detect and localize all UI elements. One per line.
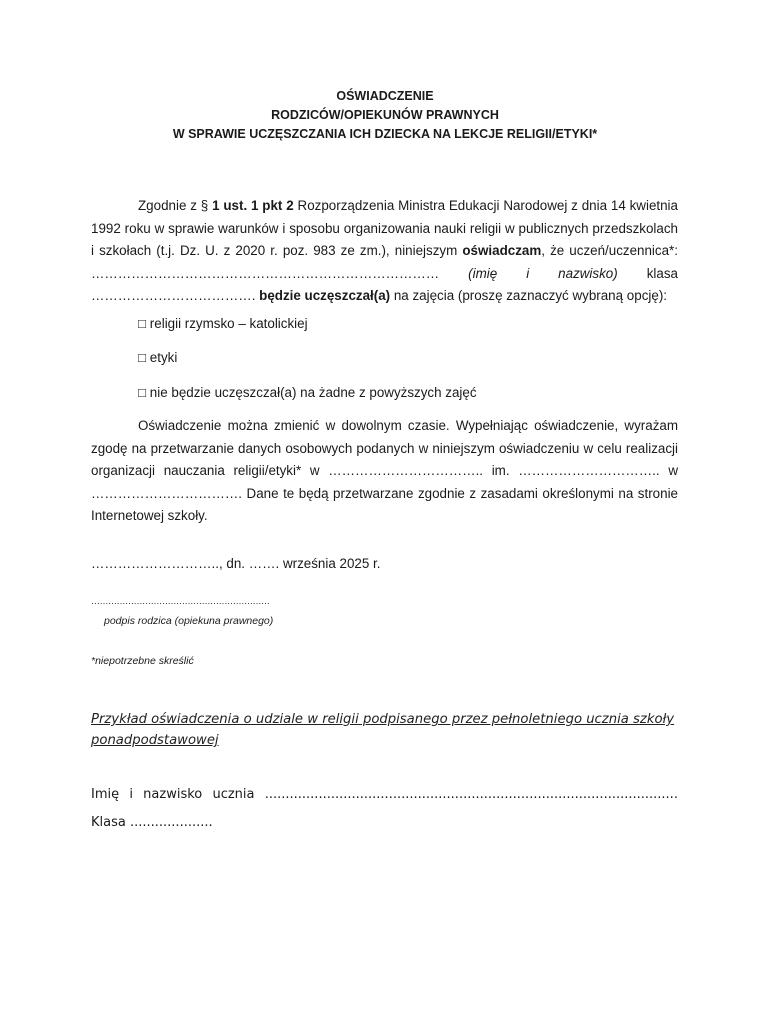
signature-line: ……………………………………………………… xyxy=(91,596,270,606)
student-name-row xyxy=(91,787,678,802)
student-name-word-1: Imię xyxy=(91,787,120,802)
consent-paragraph xyxy=(91,415,678,528)
intro-text-5: na zajęcia (proszę zaznaczyć wybraną opcję): xyxy=(390,288,667,303)
date-line: ……………………….., dn. ……. września 2025 r. xyxy=(91,556,381,571)
student-name-word-3: nazwisko xyxy=(143,787,203,802)
intro-declare: oświadczam xyxy=(462,243,542,258)
intro-text-1: Zgodnie z § xyxy=(138,198,213,213)
footnote: *niepotrzebne skreślić xyxy=(91,655,194,667)
title-line-1: OŚWIADCZENIE xyxy=(336,89,434,103)
student-class-row[interactable]: Klasa .................... xyxy=(91,815,213,830)
student-name-word-2: i xyxy=(129,787,133,802)
example-heading: Przykład oświadczenia o udziale w religii podpisanego przez pełnoletniego ucznia szkoły ponadpodstawowej xyxy=(91,712,675,748)
intro-legal-ref: 1 ust. 1 pkt 2 xyxy=(212,198,294,213)
student-name-word-4: ucznia xyxy=(212,787,255,802)
option-religion[interactable]: □ religii rzymsko – katolickiej xyxy=(138,316,308,331)
document-title xyxy=(0,87,770,144)
intro-text-4: klasa ………………………………. xyxy=(91,265,678,303)
intro-text-3: , że uczeń/uczennica*: …………………………………………………………………… xyxy=(91,243,678,281)
consent-text: Oświadczenie można zmienić w dowolnym czasie. Wypełniając oświadczenie, wyrażam zgodę na przetwarzanie danych osobowych podanych w niniejszym oświadczeniu w celu realizacji organizacji nauczania religii/etyki* w …………………………….. im. ………………………….. w ……………………………. Dane te będą przetwarzane zgodnie z zasadami określonymi na stronie Internetowej szkoły. xyxy=(91,418,678,523)
intro-attend: będzie uczęszczał(a) xyxy=(259,288,391,303)
intro-paragraph xyxy=(91,195,678,308)
intro-name-hint: (imię i nazwisko) xyxy=(468,265,618,281)
title-line-3: W SPRAWIE UCZĘSZCZANIA ICH DZIECKA NA LEKCJE RELIGII/ETYKI* xyxy=(172,127,598,141)
title-line-2: RODZICÓW/OPIEKUNÓW PRAWNYCH xyxy=(271,108,499,122)
option-ethics[interactable]: □ etyki xyxy=(138,350,178,365)
intro-text-2: Rozporządzenia Ministra Edukacji Narodowej z dnia 14 kwietnia 1992 roku w sprawie warunków i sposobu organizowania nauki religii w publicznych przedszkolach i szkołach (t.j. Dz. U. z 2020 r. poz. 983 ze zm.), niniejszym xyxy=(91,198,678,258)
student-name-field[interactable]: .................................................................................................... xyxy=(264,787,678,802)
option-none[interactable]: □ nie będzie uczęszczał(a) na żadne z powyższych zajęć xyxy=(138,385,477,400)
signature-label: podpis rodzica (opiekuna prawnego) xyxy=(104,615,274,627)
